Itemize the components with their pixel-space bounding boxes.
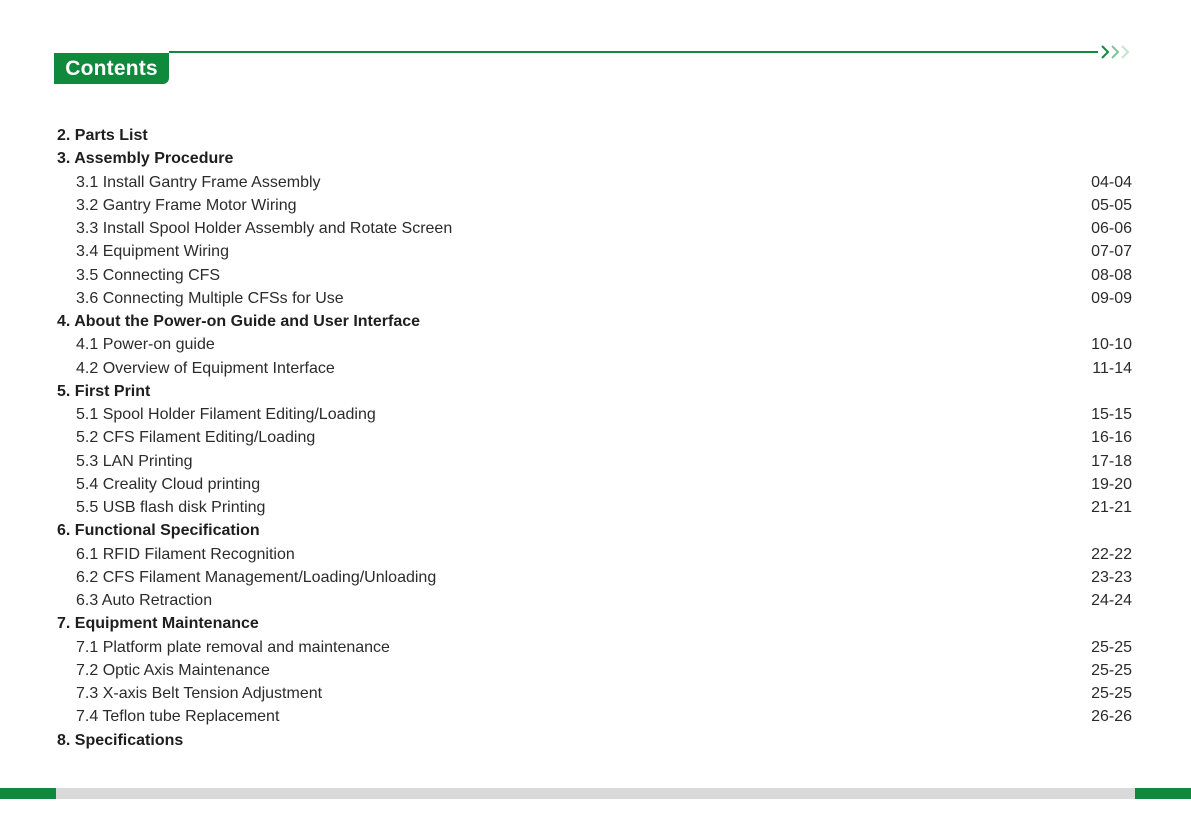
toc-entry-label: 5.2 CFS Filament Editing/Loading	[76, 429, 316, 447]
toc-entry-label: 7. Equipment Maintenance	[57, 615, 259, 633]
toc-entry-label: 3.4 Equipment Wiring	[76, 243, 229, 261]
toc-section-row[interactable]	[57, 380, 1132, 403]
toc-entry-label: 4.1 Power-on guide	[76, 336, 215, 354]
toc-page-range: 06-06	[1091, 220, 1132, 237]
toc-entry-label: 5. First Print	[57, 382, 151, 400]
toc-entry-row[interactable]	[57, 682, 1132, 705]
toc-entry-label: 8. Specifications	[57, 731, 184, 749]
toc-page-range: 08-08	[1091, 266, 1132, 284]
toc-entry-row[interactable]	[57, 333, 1132, 356]
footer-bar	[0, 788, 1191, 799]
table-of-contents	[57, 124, 1132, 752]
toc-entry-label: 3. Assembly Procedure	[57, 150, 234, 168]
header-rule	[169, 51, 1098, 53]
toc-page-range: 10-10	[1091, 336, 1132, 354]
toc-section-row[interactable]	[57, 124, 1132, 147]
toc-section-row[interactable]	[57, 310, 1132, 333]
toc-entry-row[interactable]	[57, 217, 1132, 240]
toc-page-range: 24-24	[1091, 592, 1132, 609]
chevrons-right-icon	[1100, 40, 1134, 64]
toc-entry-row[interactable]	[57, 705, 1132, 728]
toc-entry-label: 3.6 Connecting Multiple CFSs for Use	[76, 289, 344, 307]
toc-section-row[interactable]	[57, 612, 1132, 635]
toc-page-range: 15-15	[1091, 406, 1132, 423]
toc-page-range: 19-20	[1091, 475, 1132, 493]
toc-section-row[interactable]	[57, 519, 1132, 542]
toc-entry-label: 5.5 USB flash disk Printing	[76, 499, 266, 516]
toc-page-range: 17-18	[1091, 452, 1132, 470]
toc-entry-row[interactable]	[57, 496, 1132, 519]
toc-page-range: 09-09	[1091, 289, 1132, 307]
toc-entry-row[interactable]	[57, 659, 1132, 682]
toc-entry-row[interactable]	[57, 357, 1132, 380]
toc-page-range: 25-25	[1091, 685, 1132, 702]
toc-entry-row[interactable]	[57, 543, 1132, 566]
toc-entry-label: 6. Functional Specification	[57, 522, 260, 540]
toc-entry-label: 3.3 Install Spool Holder Assembly and Rotate Screen	[76, 220, 453, 237]
toc-section-row[interactable]	[57, 729, 1132, 752]
toc-entry-label: 5.4 Creality Cloud printing	[76, 475, 261, 493]
toc-entry-label: 7.4 Teflon tube Replacement	[76, 708, 280, 726]
toc-entry-label: 7.3 X-axis Belt Tension Adjustment	[76, 685, 323, 702]
toc-entry-row[interactable]	[57, 426, 1132, 449]
toc-entry-label: 3.5 Connecting CFS	[76, 266, 221, 284]
footer-accent-right	[1135, 788, 1191, 799]
toc-entry-row[interactable]	[57, 473, 1132, 496]
page-title: Contents	[54, 53, 169, 84]
toc-entry-label: 2. Parts List	[57, 127, 148, 144]
toc-entry-label: 6.3 Auto Retraction	[76, 592, 213, 609]
toc-entry-row[interactable]	[57, 240, 1132, 263]
toc-page-range: 05-05	[1091, 196, 1132, 214]
toc-page-range: 16-16	[1091, 429, 1132, 447]
toc-page-range: 26-26	[1091, 708, 1132, 726]
toc-entry-row[interactable]	[57, 566, 1132, 589]
toc-entry-label: 5.3 LAN Printing	[76, 452, 193, 470]
toc-entry-row[interactable]	[57, 403, 1132, 426]
toc-entry-row[interactable]	[57, 287, 1132, 310]
toc-entry-row[interactable]	[57, 264, 1132, 287]
toc-page-range: 07-07	[1091, 243, 1132, 261]
toc-entry-label: 7.1 Platform plate removal and maintenance	[76, 638, 390, 656]
toc-section-row[interactable]	[57, 147, 1132, 170]
toc-entry-label: 4. About the Power-on Guide and User Interface	[57, 313, 421, 330]
toc-entry-label: 5.1 Spool Holder Filament Editing/Loading	[76, 406, 376, 423]
toc-entry-row[interactable]	[57, 589, 1132, 612]
toc-page-range: 22-22	[1091, 545, 1132, 563]
toc-entry-label: 6.1 RFID Filament Recognition	[76, 545, 295, 563]
toc-page-range: 23-23	[1091, 568, 1132, 586]
toc-entry-label: 4.2 Overview of Equipment Interface	[76, 359, 335, 377]
toc-page-range: 11-14	[1092, 359, 1132, 377]
toc-page-range: 21-21	[1091, 499, 1132, 516]
toc-entry-row[interactable]	[57, 450, 1132, 473]
toc-entry-label: 3.2 Gantry Frame Motor Wiring	[76, 196, 297, 214]
toc-page-range: 25-25	[1091, 661, 1132, 679]
toc-entry-row[interactable]	[57, 636, 1132, 659]
toc-entry-label: 3.1 Install Gantry Frame Assembly	[76, 173, 321, 191]
toc-entry-label: 7.2 Optic Axis Maintenance	[76, 661, 270, 679]
toc-entry-row[interactable]	[57, 194, 1132, 217]
toc-page-range: 04-04	[1091, 173, 1132, 191]
toc-entry-row[interactable]	[57, 171, 1132, 194]
toc-page-range: 25-25	[1091, 638, 1132, 656]
toc-entry-label: 6.2 CFS Filament Management/Loading/Unloading	[76, 568, 437, 586]
footer-accent-left	[0, 788, 56, 799]
